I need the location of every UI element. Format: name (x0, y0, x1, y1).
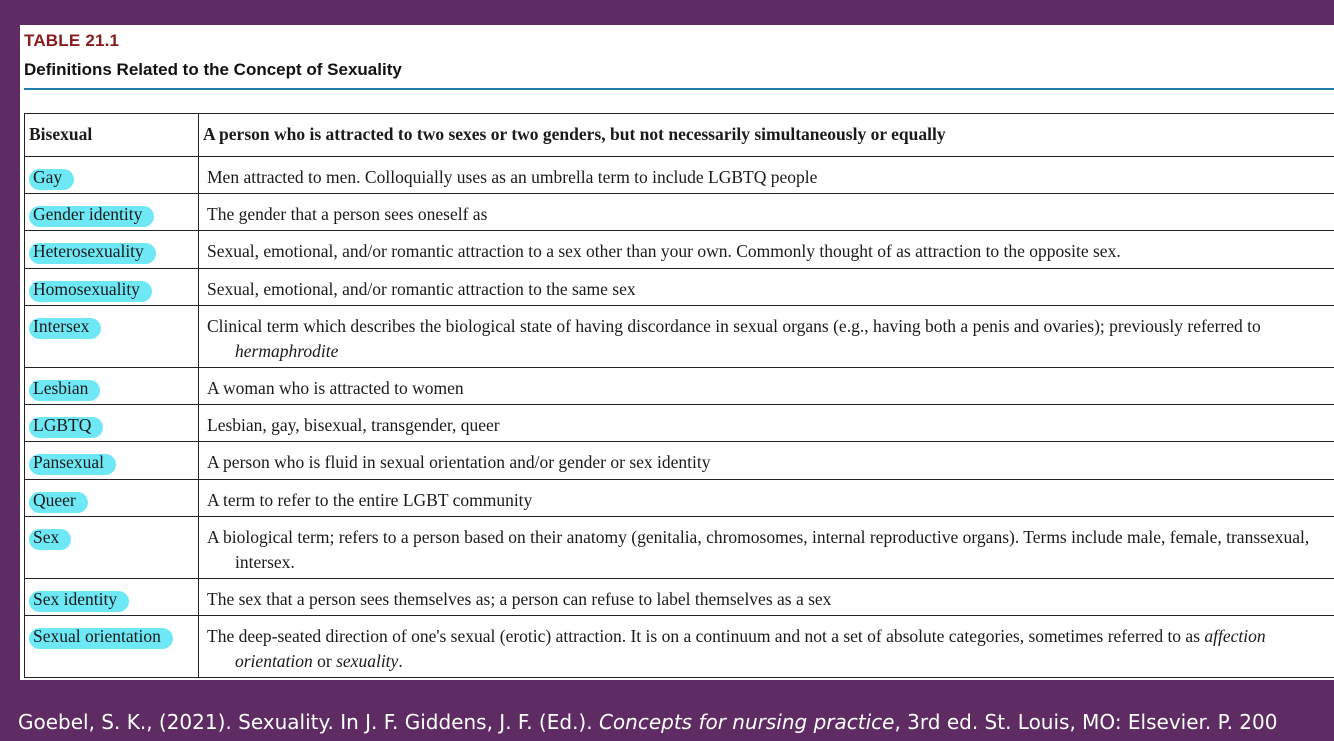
term-cell (25, 442, 199, 480)
definition-text (207, 624, 1334, 674)
table-header-row (25, 114, 1334, 157)
citation-text: Goebel, S. K., (2021). Sexuality. In J. F. Giddens, J. F. (Ed.). (18, 710, 593, 734)
definition-text: A term to refer to the entire LGBT community (207, 490, 533, 510)
highlighted-term: Sex identity (33, 587, 117, 612)
definition-text: A person who is fluid in sexual orientation and/or gender or sex identity (207, 452, 711, 472)
citation-text-end: , 3rd ed. St. Louis, MO: Elsevier. P. 200 (894, 710, 1278, 734)
table-row (25, 231, 1334, 269)
highlighted-term: Sex (33, 525, 59, 550)
definition-text: The gender that a person sees oneself as (207, 204, 488, 224)
definition-text: The sex that a person sees themselves as; a person can refuse to label themselves as a sex (207, 589, 832, 609)
highlighted-term: Intersex (33, 314, 89, 339)
slide-content-panel (20, 25, 1334, 680)
term-cell (25, 269, 199, 306)
table-row (25, 616, 1334, 678)
table-row (25, 517, 1334, 579)
title-divider (24, 88, 1334, 90)
highlighted-term: Lesbian (33, 376, 88, 401)
header-definition: A person who is attracted to two sexes or two genders, but not necessarily simultaneously or equally (199, 114, 1334, 157)
term-cell (25, 480, 199, 517)
table-row (25, 480, 1334, 517)
term-cell (25, 157, 199, 194)
term-cell (25, 368, 199, 405)
definition-cell (199, 269, 1334, 306)
definition-cell (199, 480, 1334, 517)
highlighted-term: Gay (33, 165, 62, 190)
definition-cell (199, 616, 1334, 678)
definition-text: A woman who is attracted to women (207, 378, 464, 398)
highlighted-term: Heterosexuality (33, 239, 144, 264)
definition-text: Men attracted to men. Colloquially uses as an umbrella term to include LGBTQ people (207, 167, 818, 187)
definition-text-part: Clinical term which describes the biological state of having discordance in sexual organs (e.g., having both a penis and ovaries); previously referred to (207, 316, 1261, 336)
source-citation (18, 710, 1277, 734)
table-row (25, 442, 1334, 480)
definition-cell (199, 579, 1334, 616)
table-row (25, 157, 1334, 194)
citation-book-title: Concepts for nursing practice (598, 710, 895, 734)
highlighted-term: Homosexuality (33, 277, 140, 302)
header-term: Bisexual (25, 114, 199, 157)
table-row (25, 405, 1334, 442)
definition-cell (199, 442, 1334, 480)
table-row (25, 368, 1334, 405)
definition-cell (199, 517, 1334, 579)
table-row (25, 579, 1334, 616)
definition-text: Sexual, emotional, and/or romantic attraction to a sex other than your own. Commonly thought of as attraction to the opposite sex. (207, 241, 1121, 261)
term-cell (25, 231, 199, 269)
definition-cell (199, 194, 1334, 231)
definition-cell (199, 231, 1334, 269)
definition-cell (199, 368, 1334, 405)
definition-italic-term: affection orientation (235, 626, 1266, 671)
highlighted-term: LGBTQ (33, 413, 91, 438)
table-row (25, 269, 1334, 306)
term-cell (25, 579, 199, 616)
definition-text: Sexual, emotional, and/or romantic attraction to the same sex (207, 279, 636, 299)
table-title: Definitions Related to the Concept of Sexuality (24, 60, 402, 79)
term-cell (25, 616, 199, 678)
definition-text-part: . (398, 651, 403, 671)
definition-text: A biological term; refers to a person based on their anatomy (genitalia, chromosomes, internal reproductive organs). Terms include male, female, transsexual, intersex. (207, 527, 1310, 572)
definition-cell (199, 405, 1334, 442)
definition-text-part: The deep-seated direction of one's sexual (erotic) attraction. It is on a continuum and not a set of absolute categories, sometimes referred to as (207, 626, 1201, 646)
definition-cell (199, 306, 1334, 368)
highlighted-term: Sexual orientation (33, 624, 161, 649)
definition-text: Lesbian, gay, bisexual, transgender, queer (207, 415, 500, 435)
table-number: TABLE 21.1 (24, 31, 120, 50)
highlighted-term: Queer (33, 488, 76, 513)
table-row (25, 306, 1334, 368)
definition-cell (199, 157, 1334, 194)
term-cell (25, 405, 199, 442)
definition-italic-term: hermaphrodite (235, 341, 339, 361)
term-cell (25, 517, 199, 579)
highlighted-term: Pansexual (33, 450, 104, 475)
term-cell (25, 194, 199, 231)
definition-italic-term: sexuality (336, 651, 399, 671)
definition-text (207, 314, 1334, 364)
term-cell (25, 306, 199, 368)
definitions-table (24, 113, 1334, 678)
highlighted-term: Gender identity (33, 202, 142, 227)
definition-text-part: or (317, 651, 332, 671)
table-row (25, 194, 1334, 231)
